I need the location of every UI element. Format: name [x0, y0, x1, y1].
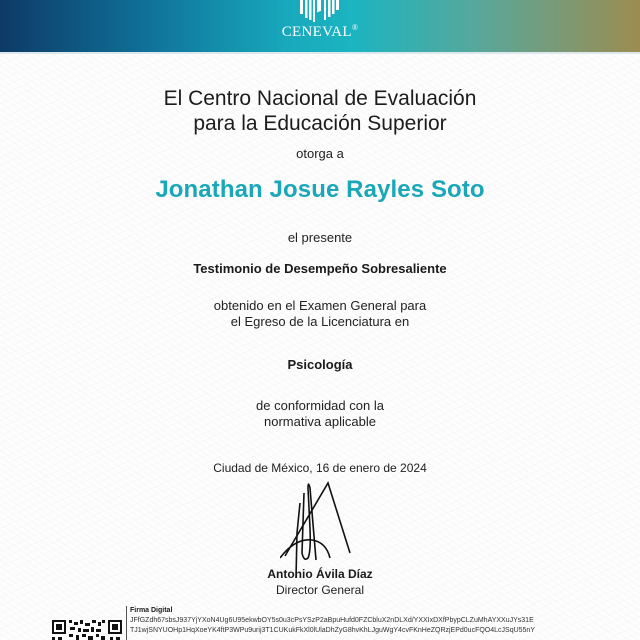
obtained-line-1: obtenido en el Examen General para — [213, 298, 427, 313]
grants-text: otorga a — [296, 146, 344, 161]
obtained-line-2: el Egreso de la Licenciatura en — [230, 314, 410, 329]
digital-signature-block — [130, 606, 640, 636]
degree-name: Psicología — [287, 357, 353, 372]
digital-signature-line-2: TJ1wjSNYUOHp1HqXoeYK4ftP3WPu9urij3T1CUKukFkXl0lUlaDhZyG8hvKhLJguWgY4cvFKnHeZQRzjEPd0ucFQO4LcJSqU55nY — [130, 627, 535, 634]
digital-signature-label: Firma Digital — [130, 607, 173, 614]
place-and-date: Ciudad de México, 16 de enero de 2024 — [213, 461, 427, 475]
footer-divider — [126, 606, 127, 640]
institution-line-2: para la Educación Superior — [193, 112, 447, 135]
signer-name: Antonio Ávila Díaz — [267, 567, 373, 581]
signature-icon — [280, 478, 360, 578]
qr-code-icon[interactable] — [52, 620, 122, 640]
institution-name — [0, 86, 640, 136]
conformity-line-1: de conformidad con la — [256, 398, 384, 413]
conformity-line-2: normativa aplicable — [263, 414, 376, 429]
award-title: Testimonio de Desempeño Sobresaliente — [193, 261, 447, 276]
institution-line-1: El Centro Nacional de Evaluación — [163, 87, 477, 110]
signer-title: Director General — [275, 583, 365, 597]
conformity-text — [0, 398, 640, 430]
digital-signature-line-1: JFfGZdh67sbsJ937YjYXoN4Ug6U95ekwbOY5s0u3cPsYSzP2aBpuHufd0FZCbluX2nDLXd/YXXIxDXfPbypCLZuMhAYXXuJYs31E — [130, 617, 534, 624]
ceneval-logo-text: CENEVAL® — [281, 23, 359, 40]
header-divider — [0, 52, 640, 54]
recipient-name: Jonathan Josue Rayles Soto — [155, 176, 485, 203]
the-present-text: el presente — [287, 230, 353, 245]
ceneval-logo — [276, 0, 364, 50]
obtained-text — [0, 298, 640, 330]
ceneval-logo-mark-icon — [296, 0, 344, 22]
header-banner — [0, 0, 640, 52]
